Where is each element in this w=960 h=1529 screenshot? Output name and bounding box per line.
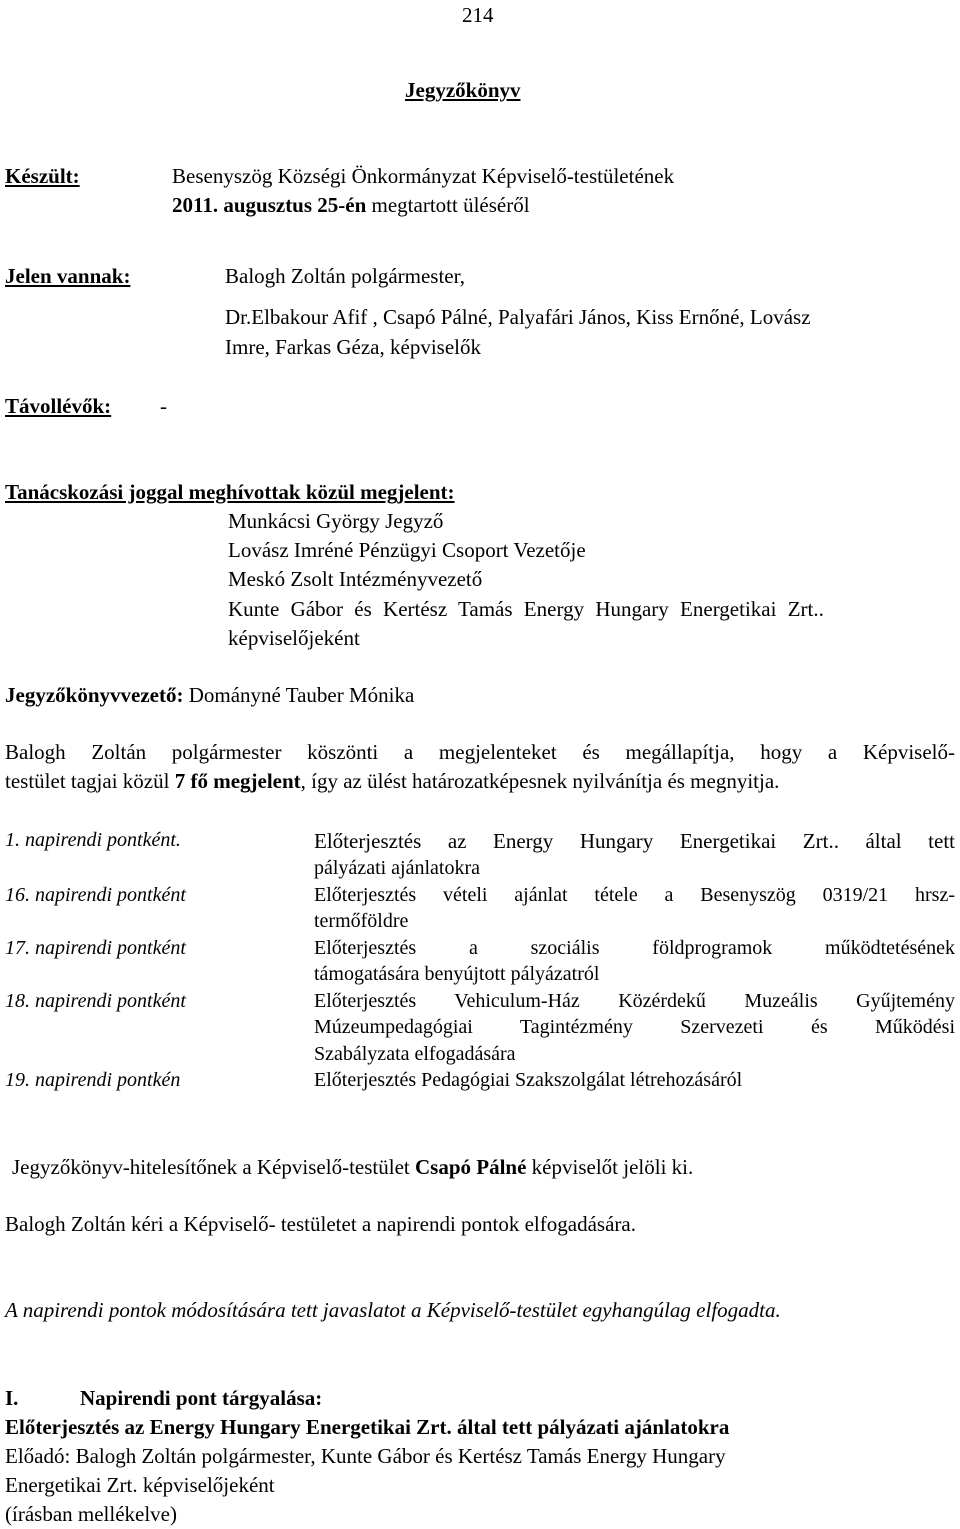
agenda-label: 17. napirendi pontként bbox=[5, 937, 186, 959]
intro-line2-a: testület tagjai közül bbox=[5, 769, 175, 793]
section-subheading: Előterjesztés az Energy Hungary Energetikai Zrt. által tett pályázati ajánlatokra bbox=[5, 1415, 730, 1439]
tavollevok-value: - bbox=[160, 394, 167, 418]
section-number: I. bbox=[5, 1386, 19, 1410]
intro-line1: Balogh Zoltán polgármester köszönti a megjelenteket és megállapítja, hogy a Képviselő- bbox=[5, 740, 955, 764]
jegyzokonyvvezeto-label: Jegyzőkönyvvezető: bbox=[5, 683, 184, 707]
keszult-line1: Besenyszög Községi Önkormányzat Képviselő-testületének bbox=[172, 164, 675, 188]
attachment-note: (írásban mellékelve) bbox=[5, 1502, 177, 1526]
agenda-label: 16. napirendi pontként bbox=[5, 884, 186, 906]
agenda-text: pályázati ajánlatokra bbox=[314, 857, 481, 879]
agenda-text: Előterjesztés Pedagógiai Szakszolgálat létrehozásáról bbox=[314, 1069, 743, 1091]
tavollevok-label: Távollévők: bbox=[5, 394, 112, 418]
eloado-line2: Energetikai Zrt. képviselőjeként bbox=[5, 1473, 275, 1497]
hitelesito-name: Csapó Pálné bbox=[414, 1155, 527, 1179]
meeting-date-rest: megtartott üléséről bbox=[371, 193, 530, 217]
page-number: 214 bbox=[462, 3, 494, 27]
keszult-label: Készült: bbox=[5, 164, 80, 188]
meeting-date: 2011. augusztus 25-én bbox=[172, 193, 367, 217]
jelen-reps-line1: Dr.Elbakour Afif , Csapó Pálné, Palyafári János, Kiss Ernőné, Lovász bbox=[225, 305, 811, 329]
jelen-label: Jelen vannak: bbox=[5, 264, 131, 288]
agenda-text: Előterjesztés az Energy Hungary Energetikai Zrt.. által tett bbox=[314, 829, 955, 853]
agenda-text: támogatására benyújtott pályázatról bbox=[314, 963, 600, 985]
agenda-text: Előterjesztés vételi ajánlat tétele a Besenyszög 0319/21 hrsz- bbox=[314, 884, 955, 906]
keri-line: Balogh Zoltán kéri a Képviselő- testületet a napirendi pontok elfogadására. bbox=[5, 1212, 636, 1236]
jegyzokonyvvezeto-value: Dományné Tauber Mónika bbox=[188, 683, 415, 707]
agenda-label: 18. napirendi pontként bbox=[5, 990, 186, 1012]
jelen-mayor: Balogh Zoltán polgármester, bbox=[225, 264, 466, 288]
intro-quorum: 7 fő megjelent bbox=[174, 769, 301, 793]
tanacskozasi-item: Munkácsi György Jegyző bbox=[228, 509, 444, 533]
tanacskozasi-label: Tanácskozási joggal meghívottak közül megjelent: bbox=[5, 480, 455, 504]
intro-line2 bbox=[5, 769, 779, 793]
agenda-text: Szabályzata elfogadására bbox=[314, 1043, 516, 1065]
agenda-label: 1. napirendi pontként. bbox=[5, 829, 181, 851]
modositas-line: A napirendi pontok módosítására tett javaslatot a Képviselő-testület egyhangúlag elfogadta. bbox=[5, 1298, 781, 1322]
document-title: Jegyzőkönyv bbox=[405, 78, 521, 102]
hitelesito-b: képviselőt jelöli ki. bbox=[526, 1155, 694, 1179]
agenda-text: Előterjesztés Vehiculum-Ház Közérdekű Muzeális Gyűjtemény bbox=[314, 990, 955, 1012]
tanacskozasi-item: Lovász Imréné Pénzügyi Csoport Vezetője bbox=[228, 538, 586, 562]
keszult-line2 bbox=[172, 193, 530, 217]
hitelesito-a: Jegyzőkönyv-hitelesítőnek a Képviselő-testület bbox=[12, 1155, 415, 1179]
hitelesito-line bbox=[12, 1155, 693, 1179]
agenda-label: 19. napirendi pontkén bbox=[5, 1069, 181, 1091]
eloado-line1: Előadó: Balogh Zoltán polgármester, Kunte Gábor és Kertész Tamás Energy Hungary bbox=[5, 1444, 726, 1468]
agenda-text: Múzeumpedagógiai Tagintézmény Szervezeti és Működési bbox=[314, 1016, 955, 1038]
tanacskozasi-item: Meskó Zsolt Intézményvezető bbox=[228, 567, 483, 591]
section-heading: Napirendi pont tárgyalása: bbox=[80, 1386, 323, 1410]
tanacskozasi-item: képviselőjeként bbox=[228, 626, 360, 650]
tanacskozasi-item: Kunte Gábor és Kertész Tamás Energy Hungary Energetikai Zrt.. bbox=[228, 597, 824, 621]
jegyzokonyvvezeto bbox=[5, 683, 414, 707]
intro-line2-b: , így az ülést határozatképesnek nyilvánítja és megnyitja. bbox=[300, 769, 780, 793]
agenda-text: termőföldre bbox=[314, 910, 409, 932]
agenda-text: Előterjesztés a szociális földprogramok működtetésének bbox=[314, 937, 955, 959]
jelen-reps-line2: Imre, Farkas Géza, képviselők bbox=[225, 335, 481, 359]
